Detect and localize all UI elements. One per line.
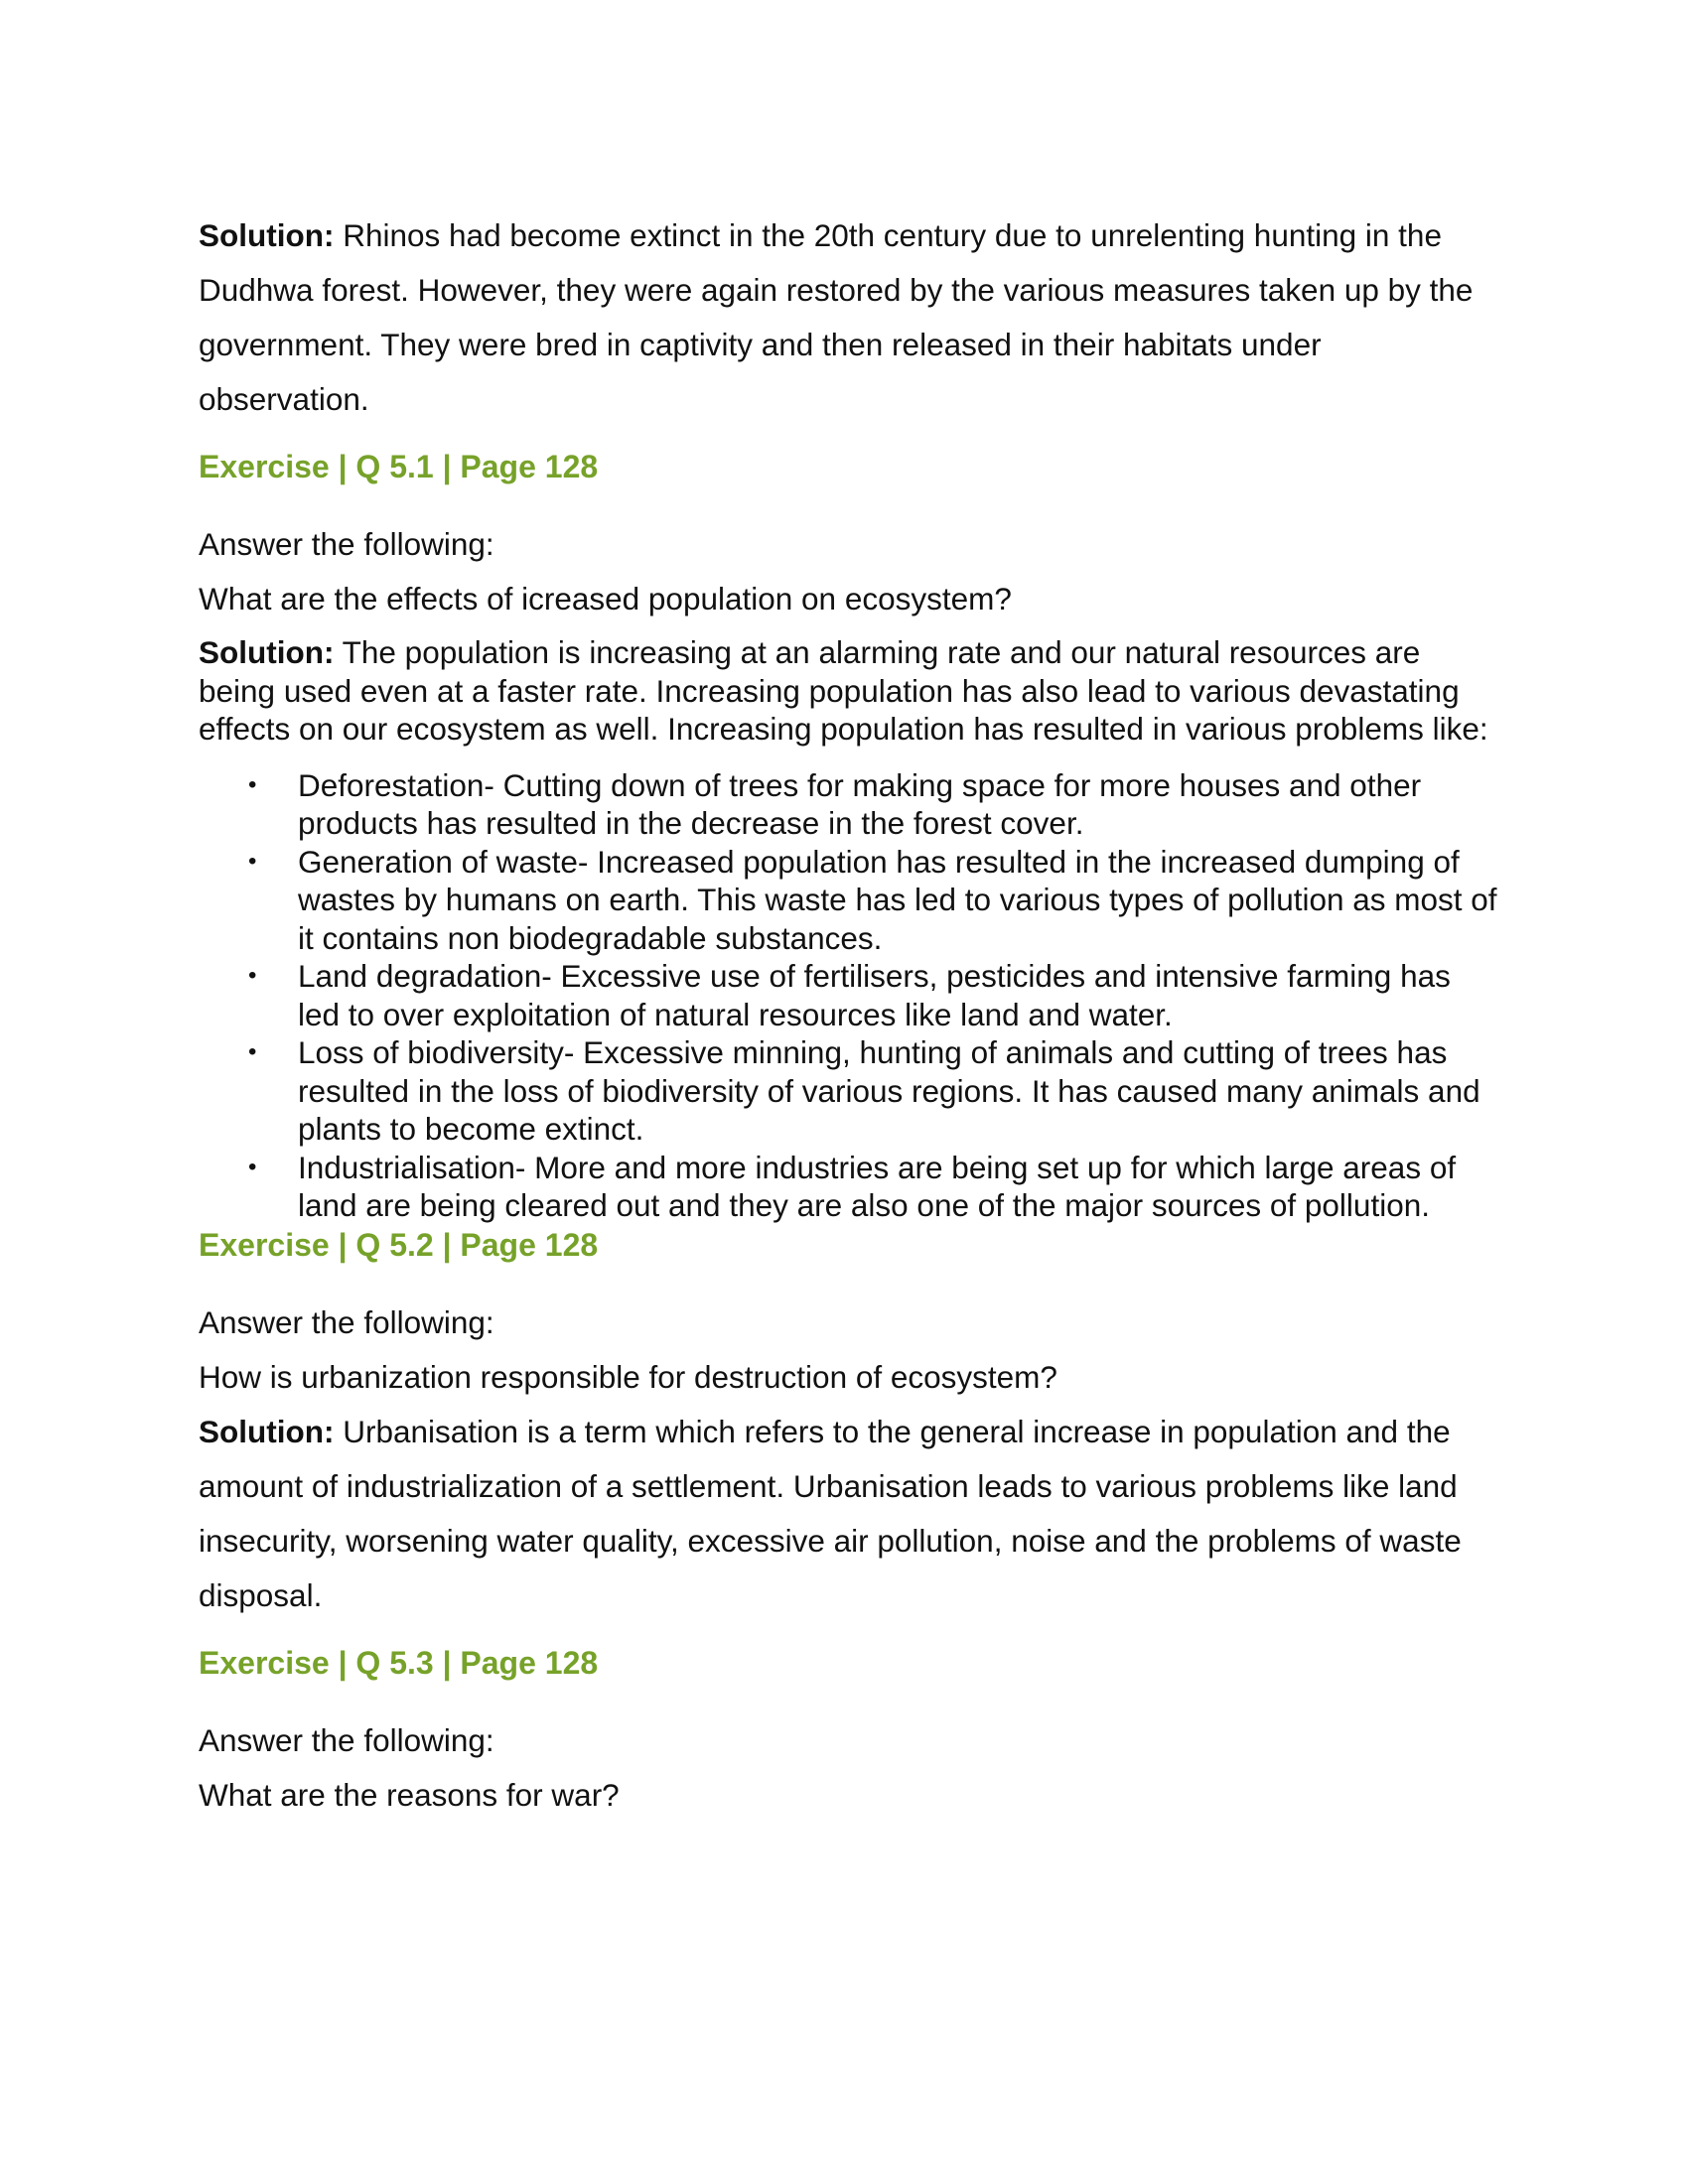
solution-text: Urbanisation is a term which refers to the general increase in population and the amount of industrialization of a settlement. Urbanisation leads to various problems like land insecurity, worsening water quality, excessive air pollution, noise and the problems of waste disposal. [199,1413,1462,1613]
bullet-icon: • [248,962,257,989]
list-item-text: Industrialisation- More and more industries are being set up for which large areas of land are being cleared out and they are also one of the major sources of pollution. [298,1149,1457,1223]
bullet-icon: • [248,1038,257,1065]
list-item-text: Land degradation- Excessive use of fertilisers, pesticides and intensive farming has led to over exploitation of natural resources like land and water. [298,958,1451,1032]
question-text: How is urbanization responsible for destruction of ecosystem? [199,1358,1057,1395]
list-item-text: Deforestation- Cutting down of trees for making space for more houses and other products has resulted in the decrease in the forest cover. [298,766,1422,841]
solution-text: Rhinos had become extinct in the 20th century due to unrelenting hunting in the Dudhwa forest. However, they were again restored by the various measures taken up by the government. They were bred in captivity and then released in their habitats under observation. [199,217,1474,417]
list-item [199,1149,1499,1225]
solution-paragraph-rhinos [199,208,1499,427]
list-item-text: Loss of biodiversity- Excessive minning, hunting of animals and cutting of trees has resulted in the loss of biodiversity of various regions. It has caused many animals and plants to become extinct. [298,1034,1480,1147]
list-item [199,766,1499,843]
instruction-text: Answer the following: [199,1303,494,1340]
bullet-icon: • [248,770,257,798]
solution-text: The population is increasing at an alarming rate and our natural resources are being used even at a faster rate. Increasing population has also lead to various devastating effects on our ecosystem as well. Increasing population has resulted in various problems like: [199,634,1488,747]
solution-label: Solution: [199,1413,335,1449]
instruction-text: Answer the following: [199,526,494,562]
exercise-heading-5-2: Exercise | Q 5.2 | Page 128 [199,1226,599,1263]
solution-label: Solution: [199,217,335,253]
list-item [199,1033,1499,1149]
question-text: What are the effects of icreased population on ecosystem? [199,581,1012,616]
instruction-text: Answer the following: [199,1721,494,1758]
solution-paragraph-urbanisation [199,1405,1499,1623]
document-page [199,208,1499,1815]
list-item [199,957,1499,1033]
exercise-heading-5-3: Exercise | Q 5.3 | Page 128 [199,1644,599,1681]
solution-label: Solution: [199,634,335,670]
question-text: What are the reasons for war? [199,1776,620,1813]
list-item-text: Generation of waste- Increased population has resulted in the increased dumping of wastes by humans on earth. This waste has led to various types of pollution as most of it contains non biodegradable substances. [298,843,1497,956]
bullet-icon: • [248,1153,257,1180]
effects-bullet-list [199,766,1499,1225]
bullet-icon: • [248,847,257,875]
list-item [199,843,1499,958]
solution-paragraph-population [199,633,1499,749]
exercise-heading-5-1: Exercise | Q 5.1 | Page 128 [199,449,599,484]
